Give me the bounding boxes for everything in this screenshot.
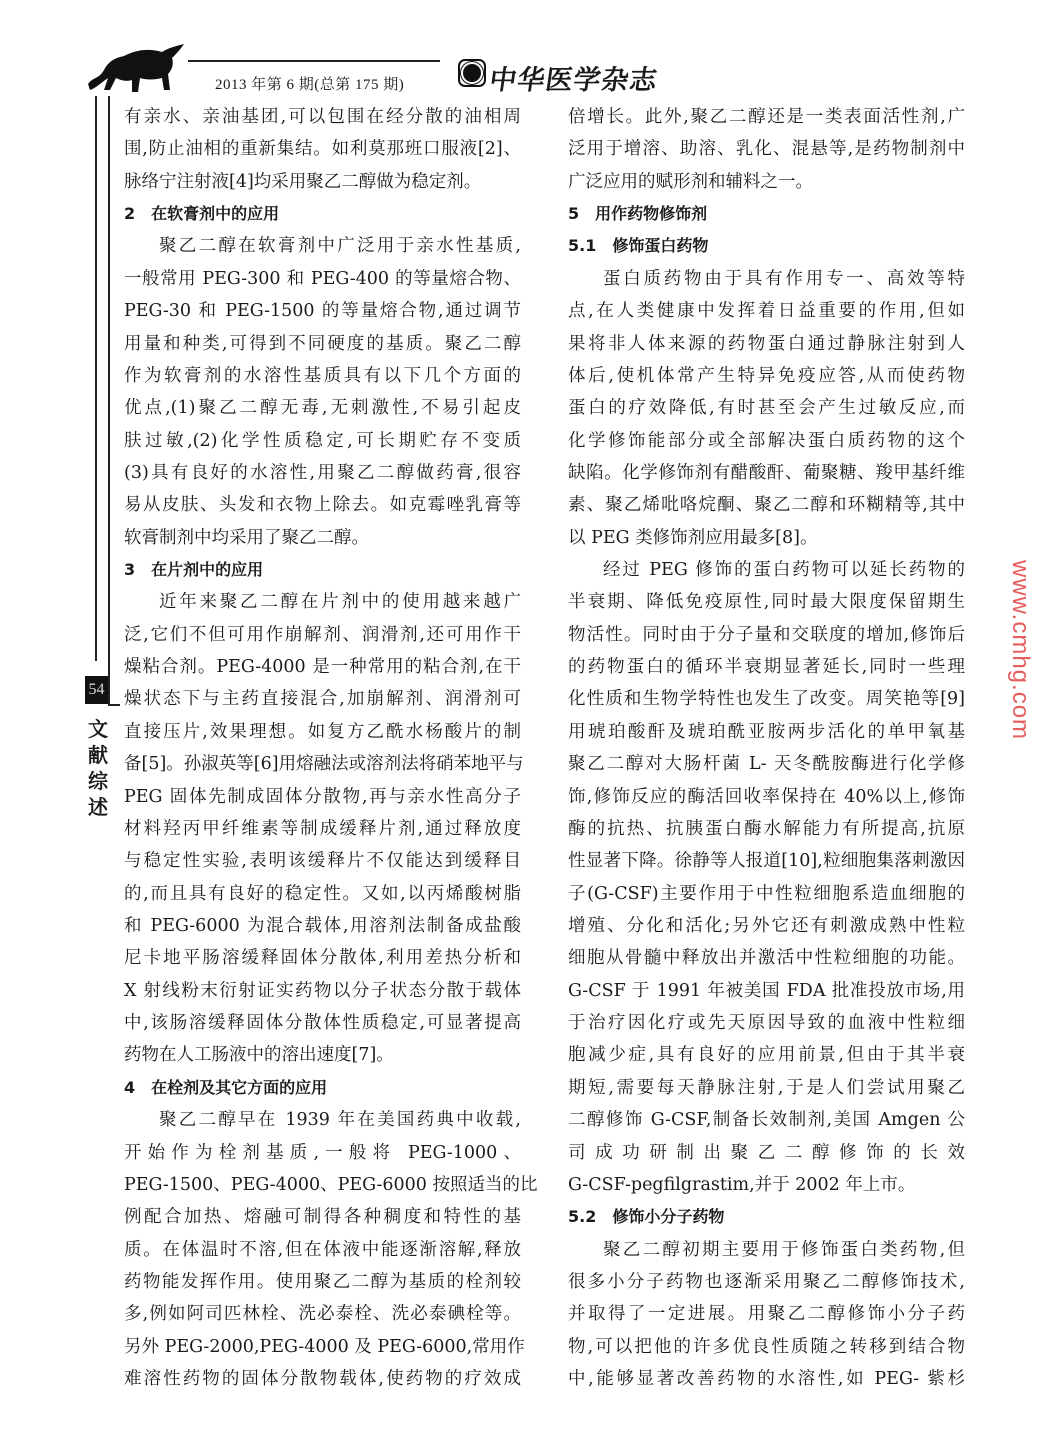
text-line: 胞减少症,具有良好的应用前景,但由于其半衰 <box>568 1045 965 1066</box>
text-line: 倍增长。此外,聚乙二醇还是一类表面活性剂,广 <box>568 107 965 127</box>
text-line: 并取得了一定进展。用聚乙二醇修饰小分子药 <box>568 1304 965 1325</box>
text-line: 的,而且具有良好的稳定性。又如,以丙烯酸树脂 <box>124 883 521 904</box>
text-line: 用琥珀酸酐及琥珀酰亚胺两步活化的单甲氧基 <box>568 721 965 742</box>
text-line: 肤过敏,(2)化学性质稳定,可长期贮存不变质 <box>124 430 521 451</box>
text-line: 于治疗因化疗或先天原因导致的血液中性粒细 <box>568 1013 965 1034</box>
text-line: 作为软膏剂的水溶性基质具有以下几个方面的 <box>124 365 521 386</box>
text-line: 软膏制剂中均采用了聚乙二醇。 <box>124 527 369 548</box>
text-line: 点,在人类健康中发挥着日益重要的作用,但如 <box>568 301 965 322</box>
text-line: 聚乙二醇对大肠杆菌 L- 天冬酰胺酶进行化学修 <box>568 754 965 775</box>
bull-logo-icon <box>84 40 188 96</box>
margin-rule <box>95 96 97 661</box>
text-line: 增殖、分化和活化;另外它还有刺激成熟中性粒 <box>568 916 965 936</box>
text-line: 有亲水、亲油基团,可以包围在经分散的油相周 <box>124 107 521 127</box>
section-heading: 5.2 修饰小分子药物 <box>568 1207 725 1227</box>
text-line: 二醇修饰 G-CSF,制备长效制剂,美国 Amgen 公 <box>568 1110 965 1131</box>
text-line: 蛋白质药物由于具有作用专一、高效等特 <box>603 268 965 289</box>
text-line: 近年来聚乙二醇在片剂中的使用越来越广 <box>159 592 521 613</box>
text-line: G-CSF 于 1991 年被美国 FDA 批准投放市场,用 <box>568 980 965 1001</box>
text-line: 聚乙二醇早在 1939 年在美国药典中收载, <box>159 1110 521 1131</box>
section-heading: 3 在片剂中的应用 <box>124 560 264 580</box>
text-line: 用量和种类,可得到不同硬度的基质。聚乙二醇 <box>124 333 521 354</box>
text-line: PEG-1500、PEG-4000、PEG-6000 按照适当的比 <box>124 1174 538 1195</box>
text-line: 蛋白的疗效降低,有时甚至会产生过敏反应,而 <box>568 398 965 419</box>
text-line: 体后,使机体常产生特异免疫应答,从而使药物 <box>568 365 965 386</box>
text-line: (3)具有良好的水溶性,用聚乙二醇做药膏,很容 <box>124 462 521 483</box>
text-line: 缺陷。化学修饰剂有醋酸酐、葡聚糖、羧甲基纤维 <box>568 462 965 483</box>
text-line: 中,该肠溶缓释固体分散体性质稳定,可显著提高 <box>124 1013 521 1034</box>
text-line: 一般常用 PEG-300 和 PEG-400 的等量熔合物、 <box>124 268 521 289</box>
text-line: 期短,需要每天静脉注射,于是人们尝试用聚乙 <box>568 1077 965 1098</box>
text-line: 易从皮肤、头发和衣物上除去。如克霉唑乳膏等 <box>124 495 521 516</box>
text-line: 另外 PEG-2000,PEG-4000 及 PEG-6000,常用作 <box>124 1336 525 1357</box>
text-line: 优点,(1)聚乙二醇无毒,无刺激性,不易引起皮 <box>124 398 521 419</box>
text-line: PEG 固体先制成固体分散物,再与亲水性高分子 <box>124 786 521 807</box>
text-line: 化学修饰能部分或全部解决蛋白质药物的这个 <box>568 430 965 451</box>
text-line: 以 PEG 类修饰剂应用最多[8]。 <box>568 527 818 548</box>
text-line: X 射线粉末衍射证实药物以分子状态分散于载体 <box>124 980 521 1001</box>
text-line: 燥粘合剂。PEG-4000 是一种常用的粘合剂,在干 <box>124 657 521 678</box>
text-line: 燥状态下与主药直接混合,加崩解剂、润滑剂可 <box>124 689 521 710</box>
text-line: 聚乙二醇在软膏剂中广泛用于亲水性基质, <box>159 236 521 257</box>
text-line: 例配合加热、熔融可制得各种稠度和特性的基 <box>124 1207 521 1228</box>
section-heading: 5 用作药物修饰剂 <box>568 204 708 224</box>
text-line: 半衰期、降低免疫原性,同时最大限度保留期生 <box>568 592 965 613</box>
text-line: 尼卡地平肠溶缓释固体分散体,利用差热分析和 <box>124 948 521 969</box>
text-line: 饰,修饰反应的酶活回收率保持在 40%以上,修饰 <box>568 786 965 807</box>
text-line: 脉络宁注射液[4]均采用聚乙二醇做为稳定剂。 <box>124 171 482 192</box>
header-rule <box>188 60 440 62</box>
text-line: 物,可以把他的许多优良性质随之转移到结合物 <box>568 1336 965 1357</box>
text-line: 性显著下降。徐静等人报道[10],粒细胞集落刺激因 <box>568 851 965 872</box>
margin-rule <box>108 704 120 706</box>
journal-seal-icon <box>458 59 486 87</box>
watermark: www.cmhg.com <box>1007 560 1034 741</box>
text-line: G-CSF-pegfilgrastim,并于 2002 年上市。 <box>568 1174 916 1195</box>
text-line: 化性质和生物学特性也发生了改变。周笑艳等[9] <box>568 689 965 710</box>
section-label: 文献综述 <box>88 717 108 819</box>
text-line: 备[5]。孙淑英等[6]用熔融法或溶剂法将硝苯地平与 <box>124 754 524 775</box>
text-line: 难溶性药物的固体分散物载体,使药物的疗效成 <box>124 1369 521 1390</box>
text-line: 广泛应用的赋形剂和辅料之一。 <box>568 171 813 192</box>
text-line: 材料羟丙甲纤维素等制成缓释片剂,通过释放度 <box>124 818 521 839</box>
section-heading: 5.1 修饰蛋白药物 <box>568 236 709 256</box>
text-line: 围,防止油相的重新集结。如利莫那班口服液[2]、 <box>124 139 521 160</box>
text-line: 的药物蛋白的循环半衰期显著延长,同时一些理 <box>568 657 965 678</box>
text-line: 果将非人体来源的药物蛋白通过静脉注射到人 <box>568 333 965 354</box>
text-line: 泛,它们不但可用作崩解剂、润滑剂,还可用作干 <box>124 624 521 645</box>
text-line: 酶的抗热、抗胰蛋白酶水解能力有所提高,抗原 <box>568 818 965 839</box>
page-number: 54 <box>85 676 108 704</box>
issue-info: 2013 年第 6 期(总第 175 期) <box>215 77 405 93</box>
text-line: 直接压片,效果理想。如复方乙酰水杨酸片的制 <box>124 721 521 742</box>
text-line: 聚乙二醇初期主要用于修饰蛋白类药物,但 <box>603 1239 965 1260</box>
text-line: 泛用于增溶、助溶、乳化、混悬等,是药物制剂中 <box>568 139 965 160</box>
text-line: 经过 PEG 修饰的蛋白药物可以延长药物的 <box>603 560 965 581</box>
text-line: 物活性。同时由于分子量和交联度的增加,修饰后 <box>568 624 965 645</box>
text-line: 很多小分子药物也逐渐采用聚乙二醇修饰技术, <box>568 1271 965 1292</box>
text-line: 多,例如阿司匹林栓、洗必泰栓、洗必泰碘栓等。 <box>124 1304 521 1325</box>
text-line: 与稳定性实验,表明该缓释片不仅能达到缓释目 <box>124 851 521 872</box>
section-heading: 2 在软膏剂中的应用 <box>124 204 280 224</box>
text-line: 质。在体温时不溶,但在体液中能逐渐溶解,释放 <box>124 1239 521 1260</box>
text-line: 子(G-CSF)主要作用于中性粒细胞系造血细胞的 <box>568 883 965 904</box>
text-line: 和 PEG-6000 为混合载体,用溶剂法制备成盐酸 <box>124 916 521 936</box>
text-line: 素、聚乙烯吡咯烷酮、聚乙二醇和环糊精等,其中 <box>568 495 965 516</box>
text-line: 药物能发挥作用。使用聚乙二醇为基质的栓剂较 <box>124 1271 521 1292</box>
journal-title: 中华医学杂志 <box>487 65 660 96</box>
text-line: 中,能够显著改善药物的水溶性,如 PEG- 紫杉 <box>568 1369 965 1390</box>
text-line: 细胞从骨髓中释放出并激活中性粒细胞的功能。 <box>568 948 965 969</box>
section-heading: 4 在栓剂及其它方面的应用 <box>124 1077 328 1097</box>
margin-rule <box>108 96 110 706</box>
text-line: 开始作为栓剂基质,一般将 PEG-1000、 <box>124 1142 521 1163</box>
text-line: 药物在人工肠液中的溶出速度[7]。 <box>124 1045 394 1066</box>
text-line: PEG-30 和 PEG-1500 的等量熔合物,通过调节 <box>124 301 521 322</box>
text-line: 司 成 功 研 制 出 聚 乙 二 醇 修 饰 的 长 效 <box>568 1142 965 1163</box>
